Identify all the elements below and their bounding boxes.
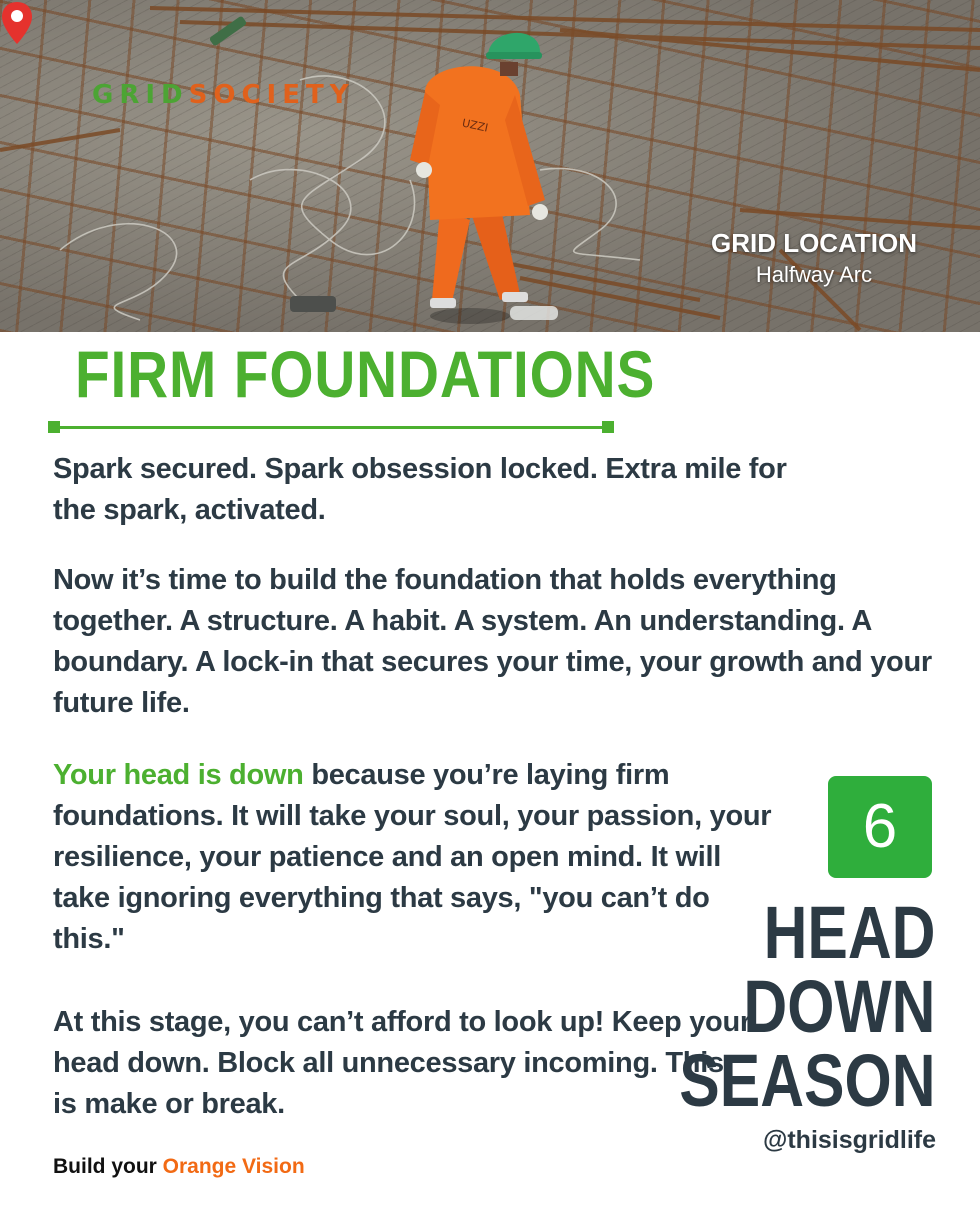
social-handle[interactable]: @thisisgridlife bbox=[762, 1126, 936, 1154]
paragraph-make-or-break: At this stage, you can’t afford to look up! Keep your head down. Block all unnecessary incoming. This is make or break. bbox=[53, 1006, 751, 1120]
season-title bbox=[679, 891, 936, 1122]
footer-tagline bbox=[53, 1155, 305, 1179]
map-pin-icon bbox=[0, 0, 34, 46]
season-title-line-1: HEAD bbox=[764, 891, 936, 974]
grid-location-label: GRID LOCATION bbox=[710, 228, 918, 258]
season-title-line-2: DOWN bbox=[743, 965, 936, 1048]
footer-orange-vision: Orange Vision bbox=[162, 1155, 305, 1178]
svg-text:UZZI: UZZI bbox=[460, 116, 490, 135]
hero-photo bbox=[0, 0, 980, 332]
brand-logo-suffix: SOCIETY bbox=[188, 80, 355, 110]
paragraph-head-down bbox=[53, 755, 783, 960]
title-underline-left-dot bbox=[48, 421, 60, 433]
title-underline-right-dot bbox=[602, 421, 614, 433]
paragraph-foundation: Now it’s time to build the foundation that holds everything together. A structure. A habit. A system. An understanding. A boundary. A lock-in that secures your time, your growth and your future life. bbox=[53, 564, 932, 719]
grid-location-value: Halfway Arc bbox=[755, 262, 873, 287]
head-down-highlight: Your head is down bbox=[53, 759, 304, 791]
title-underline bbox=[54, 426, 610, 429]
footer-prefix: Build your bbox=[53, 1155, 163, 1178]
page-title: FIRM FOUNDATIONS bbox=[75, 337, 656, 411]
season-number-badge: 6 bbox=[828, 776, 932, 878]
head-down-rest: because you’re laying firm foundations. It will take your soul, your passion, your resilience, your patience and an open mind. It will take ignoring everything that says, "you can’t do this." bbox=[53, 759, 772, 955]
brand-logo bbox=[92, 80, 355, 110]
season-title-line-3: SEASON bbox=[679, 1039, 936, 1122]
brand-logo-prefix: GRID bbox=[92, 80, 189, 110]
paragraph-spark: Spark secured. Spark obsession locked. Extra mile for the spark, activated. bbox=[53, 453, 787, 526]
